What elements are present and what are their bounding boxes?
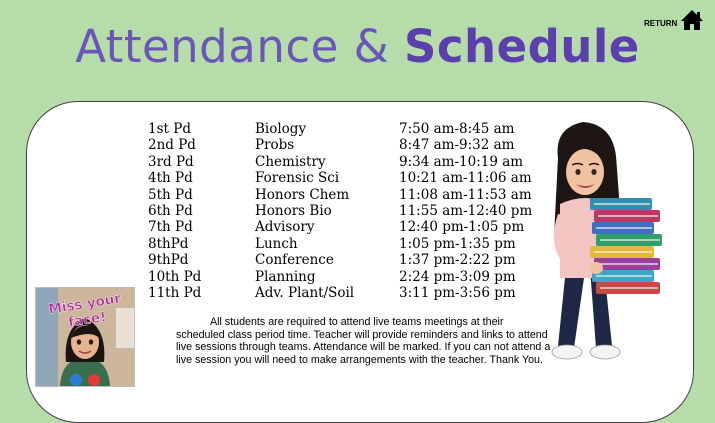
time-cell: 12:40 pm-1:05 pm bbox=[399, 219, 525, 236]
title-part-2: Schedule bbox=[403, 20, 640, 73]
time-cell: 11:55 am-12:40 pm bbox=[399, 203, 533, 220]
time-cell: 7:50 am-8:45 am bbox=[399, 121, 515, 137]
period-cell: 1st Pd bbox=[148, 121, 191, 137]
time-cell: 3:11 pm-3:56 pm bbox=[399, 285, 516, 302]
time-cell: 2:24 pm-3:09 pm bbox=[399, 268, 516, 285]
class-cell: Forensic Sci bbox=[255, 170, 340, 187]
schedule-row bbox=[148, 121, 539, 137]
schedule-row bbox=[148, 137, 539, 153]
class-cell: Chemistry bbox=[255, 153, 326, 170]
return-label: RETURN bbox=[644, 18, 678, 28]
schedule-row bbox=[148, 154, 539, 170]
attendance-notice: All students are required to attend live teams meetings at their scheduled class period time. Teacher will provide reminders and links to attend live sessions through teams. Attendance will be marked. If you can not attend a live session you will need to make arrangements with the teacher. Thank You. bbox=[176, 316, 551, 366]
schedule-row bbox=[148, 219, 539, 235]
schedule-row bbox=[148, 269, 539, 285]
period-cell: 5th Pd bbox=[148, 186, 193, 203]
schedule-row bbox=[148, 170, 539, 186]
period-cell: 8thPd bbox=[148, 235, 189, 252]
period-cell: 2nd Pd bbox=[148, 137, 196, 154]
period-cell: 6th Pd bbox=[148, 203, 193, 220]
schedule-row bbox=[148, 203, 539, 219]
time-cell: 1:05 pm-1:35 pm bbox=[399, 235, 516, 252]
class-cell: Lunch bbox=[255, 235, 298, 252]
class-cell: Honors Bio bbox=[255, 203, 332, 220]
class-cell: Planning bbox=[255, 268, 316, 285]
class-cell: Honors Chem bbox=[255, 186, 350, 203]
teacher-avatar-with-books bbox=[538, 118, 670, 364]
period-cell: 7th Pd bbox=[148, 219, 193, 236]
period-cell: 3rd Pd bbox=[148, 153, 194, 170]
class-cell: Biology bbox=[255, 121, 307, 137]
time-cell: 8:47 am-9:32 am bbox=[399, 137, 515, 154]
time-cell: 11:08 am-11:53 am bbox=[399, 186, 532, 203]
title-part-1: Attendance & bbox=[75, 20, 404, 73]
period-cell: 11th Pd bbox=[148, 285, 202, 302]
schedule-row bbox=[148, 252, 539, 268]
class-cell: Conference bbox=[255, 252, 334, 269]
schedule-row bbox=[148, 236, 539, 252]
page-title bbox=[0, 12, 715, 82]
class-cell: Probs bbox=[255, 137, 295, 154]
period-cell: 4th Pd bbox=[148, 170, 193, 187]
period-cell: 10th Pd bbox=[148, 268, 202, 285]
schedule-table bbox=[148, 121, 539, 301]
class-cell: Advisory bbox=[255, 219, 315, 236]
sticker-caption: Miss your face! bbox=[47, 290, 123, 331]
time-cell: 10:21 am-11:06 am bbox=[399, 170, 532, 187]
schedule-row bbox=[148, 187, 539, 203]
time-cell: 9:34 am-10:19 am bbox=[399, 153, 524, 170]
period-cell: 9thPd bbox=[148, 252, 189, 269]
time-cell: 1:37 pm-2:22 pm bbox=[399, 252, 516, 269]
class-cell: Adv. Plant/Soil bbox=[255, 285, 355, 302]
schedule-row bbox=[148, 285, 539, 301]
miss-your-face-sticker bbox=[35, 287, 135, 387]
